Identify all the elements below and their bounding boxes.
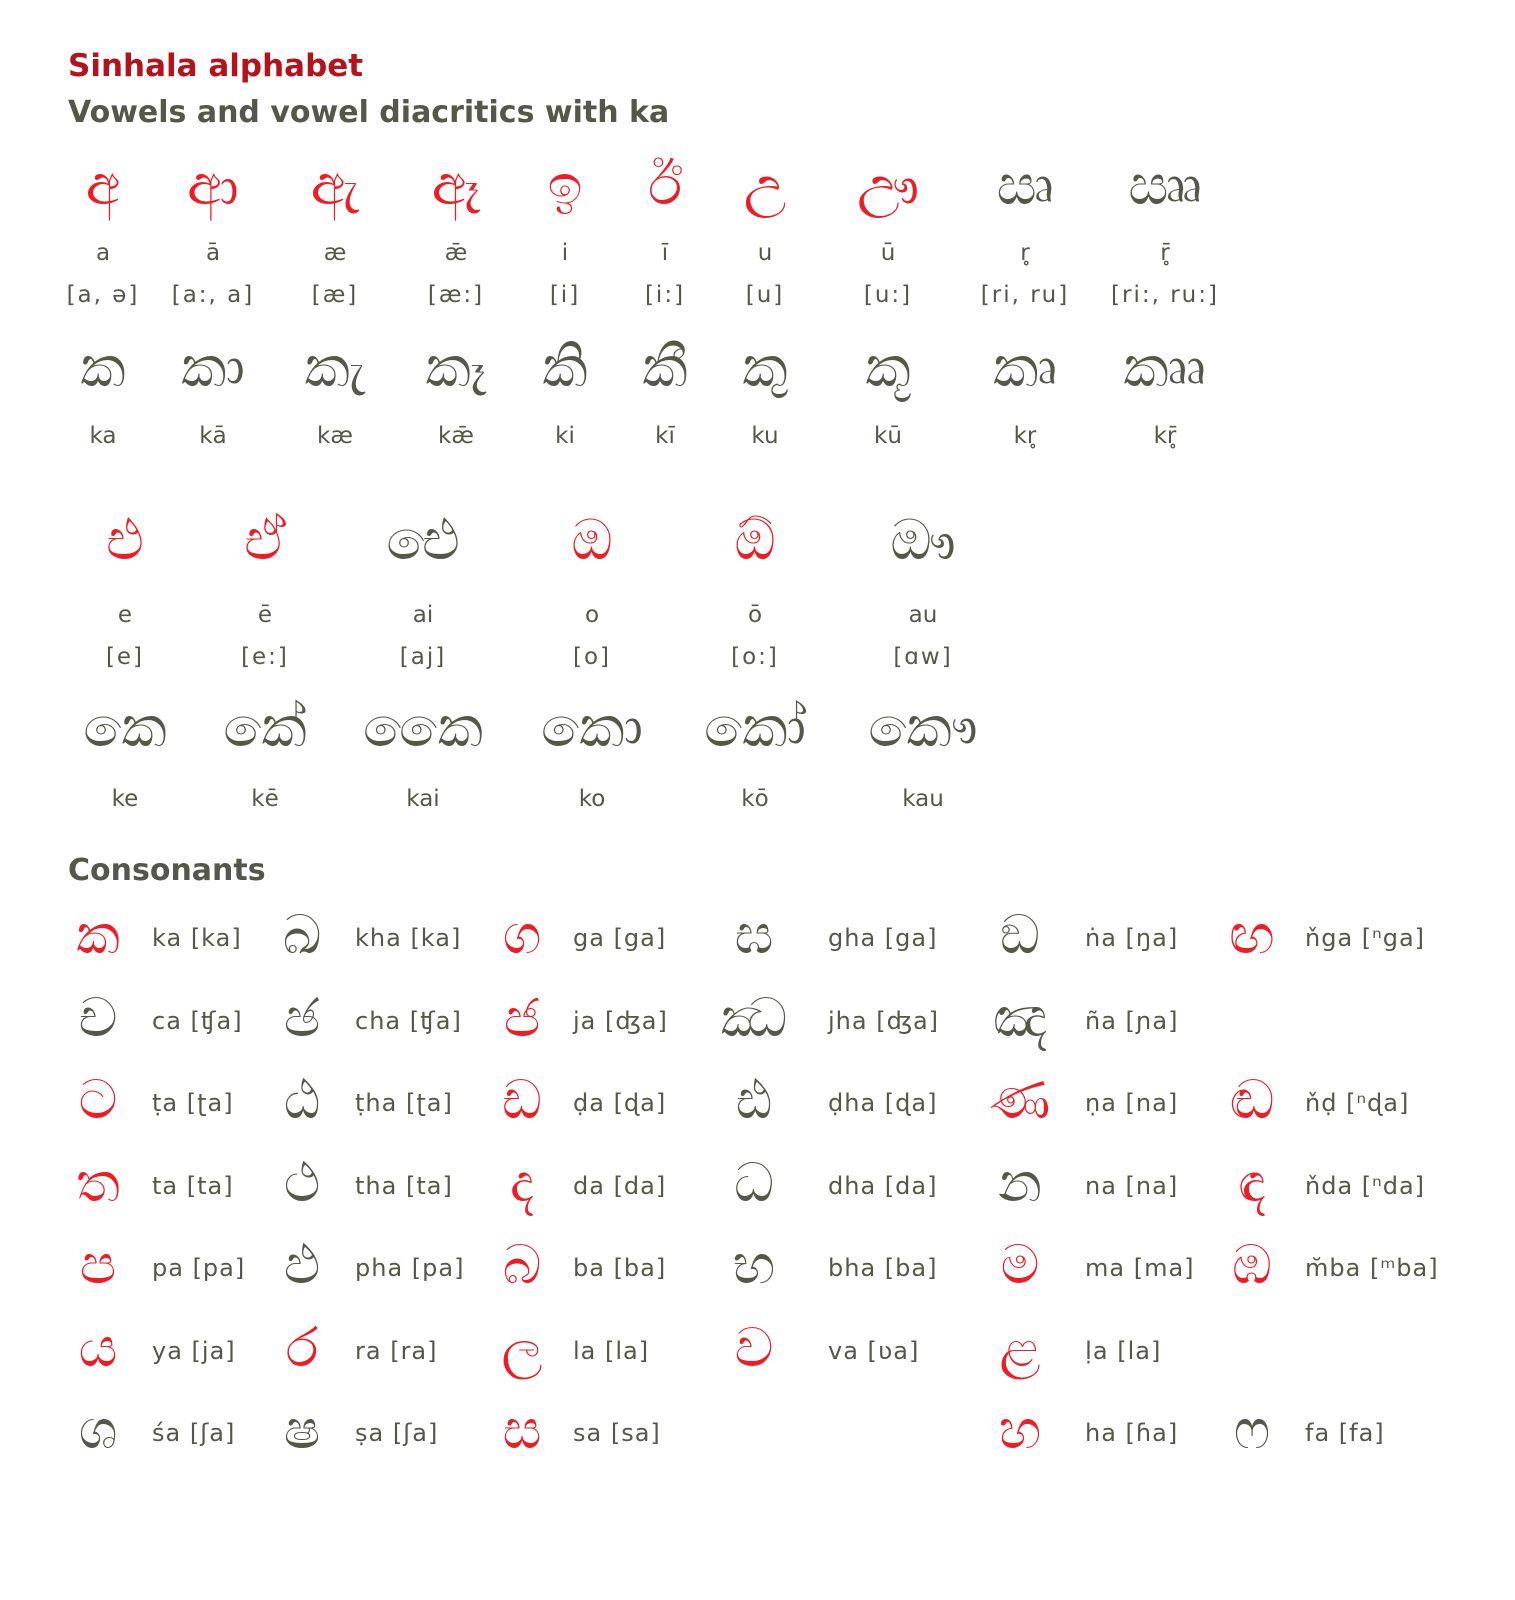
vowel-ipa: [o:] [731,644,779,670]
ka-syllable-glyph: කෘ [993,335,1057,400]
consonant-glyph: ව [734,1316,774,1379]
vowel-cell [695,153,835,308]
vowel-romanization: ī [661,240,669,266]
ka-syllable-glyph: කු [742,335,788,400]
consonant-label: ňda [ⁿda] [1305,1172,1426,1200]
ka-syllable-glyph: කි [542,335,588,400]
ka-cell [950,335,1100,449]
consonant-glyph: ධ [733,1151,774,1214]
consonant-label: sa [sa] [573,1419,661,1447]
ka-syllable-romanization: kē [251,786,279,812]
vowel-cell [853,508,993,670]
consonant-glyph: ඹ [1231,1233,1272,1296]
vowel-glyph: ඎ [1128,153,1202,218]
consonant-glyph: ඡ [283,986,321,1049]
vowel-glyph: උ [743,153,787,218]
ka-syllable-romanization: kā [199,423,227,449]
consonant-label: ha [ɦa] [1085,1419,1179,1447]
consonant-glyph: ඟ [1229,903,1275,966]
vowel-romanization: au [908,602,938,628]
vowel-romanization: o [584,602,600,628]
vowel-ipa: [e] [105,644,145,670]
consonant-glyph: ඬ [1229,1068,1275,1131]
consonant-label: ḷa [la] [1085,1337,1162,1365]
ka-cell [517,695,667,812]
vowel-ipa: [i:] [644,282,686,308]
consonant-label: ya [ja] [152,1337,236,1365]
consonant-label: tha [ta] [355,1172,453,1200]
consonant-label: ra [ra] [355,1337,438,1365]
ka-syllable-romanization: kr̥̄ [1153,423,1177,449]
vowel-ipa: [ri, ru] [980,282,1070,308]
vowel-romanization: a [95,240,111,266]
consonant-label: ba [ba] [573,1254,667,1282]
consonant-glyph: ල [501,1316,543,1379]
ka-cell [680,695,830,812]
ka-syllable-romanization: ku [751,423,779,449]
consonant-glyph: ය [78,1316,118,1379]
vowel-cell [353,508,493,670]
consonant-glyph: ළ [999,1316,1041,1379]
ka-cell [190,695,340,812]
consonant-label: ňḍ [ⁿɖa] [1305,1089,1410,1117]
consonant-glyph: හ [998,1398,1042,1461]
vowel-glyph: ඒ [244,508,286,573]
consonant-glyph: භ [732,1233,776,1296]
consonant-label: ma [ma] [1085,1254,1195,1282]
consonant-glyph: ෂ [283,1398,321,1461]
consonant-glyph: ට [78,1068,118,1131]
vowel-cell [955,153,1095,308]
vowel-glyph: ඍ [996,153,1054,218]
vowel-ipa: [æ] [311,282,359,308]
consonant-label: ṇa [na] [1085,1089,1179,1117]
vowel-romanization: r̥ [1020,240,1030,266]
ka-syllable-romanization: kǣ [438,423,474,449]
consonant-glyph: ජ [503,986,541,1049]
ka-syllable-glyph: කා [181,335,245,400]
ka-cell [50,695,200,812]
vowel-glyph: ඖ [890,508,956,573]
consonant-label: fa [fa] [1305,1419,1385,1447]
consonant-glyph: ත [76,1151,120,1214]
consonant-label: cha [ʧa] [355,1007,462,1035]
vowel-cell [143,153,283,308]
consonant-label: pa [pa] [152,1254,246,1282]
vowel-romanization: æ [323,240,347,266]
vowel-ipa: [ɑw] [893,644,953,670]
consonant-glyph: ඵ [283,1233,321,1296]
consonants-heading: Consonants [68,853,266,888]
ka-syllable-glyph: කූ [865,335,911,400]
vowel-cell [195,508,335,670]
vowel-romanization: ē [257,602,273,628]
ka-syllable-glyph: කෞ [868,695,978,760]
vowel-glyph: ඕ [734,508,776,573]
vowel-glyph: එ [106,508,144,573]
consonant-label: ṭha [ʈa] [355,1089,453,1117]
vowel-romanization: ǣ [444,240,468,266]
consonant-glyph: ද [510,1151,534,1214]
vowel-romanization: u [757,240,773,266]
vowel-cell [1095,153,1235,308]
consonant-glyph: ථ [283,1151,321,1214]
vowel-glyph: ඊ [647,153,683,218]
vowel-romanization: e [117,602,133,628]
consonant-label: dha [da] [828,1172,938,1200]
consonant-label: m̆ba [ᵐba] [1305,1254,1439,1282]
consonant-label: ḍha [ɖa] [828,1089,938,1117]
consonant-label: ṣa [ʃa] [355,1419,439,1447]
vowel-cell [55,508,195,670]
vowel-ipa: [i] [549,282,581,308]
consonant-glyph: ඪ [735,1068,773,1131]
page-title: Sinhala alphabet [68,48,364,84]
consonant-label: la [la] [573,1337,650,1365]
vowel-romanization: r̥̄ [1160,240,1170,266]
consonant-label: na [na] [1085,1172,1179,1200]
consonant-label: bha [ba] [828,1254,938,1282]
consonant-glyph: බ [502,1233,542,1296]
consonant-glyph: ඨ [283,1068,321,1131]
consonant-glyph: ච [78,986,118,1049]
vowel-cell [522,508,662,670]
consonant-glyph: ඣ [720,986,788,1049]
vowel-glyph: ඈ [431,153,481,218]
ka-syllable-romanization: kī [655,423,675,449]
ka-syllable-romanization: kū [874,423,902,449]
vowel-ipa: [e:] [241,644,289,670]
consonant-label: ňga [ⁿga] [1305,924,1426,952]
consonant-glyph: ක [76,903,120,966]
ka-syllable-romanization: ke [111,786,139,812]
vowel-romanization: ai [412,602,434,628]
vowel-glyph: ඔ [571,508,613,573]
consonant-glyph: ඝ [734,903,774,966]
consonant-glyph: ග [502,903,542,966]
vowel-ipa: [æ:] [427,282,485,308]
ka-cell [848,695,998,812]
consonant-label: ca [ʧa] [152,1007,243,1035]
consonant-label: śa [ʃa] [152,1419,236,1447]
ka-syllable-romanization: kō [741,786,769,812]
vowel-romanization: ō [747,602,763,628]
ka-syllable-glyph: කෛ [362,695,484,760]
consonant-glyph: ශ [78,1398,118,1461]
vowel-ipa: [u] [745,282,785,308]
ka-syllable-romanization: ko [578,786,606,812]
consonant-glyph: ණ [989,1068,1051,1131]
vowel-ipa: [a, ə] [66,282,140,308]
vowel-romanization: ū [880,240,896,266]
consonant-glyph: න [998,1151,1042,1214]
consonant-label: pha [pa] [355,1254,465,1282]
ka-syllable-glyph: කී [642,335,688,400]
vowel-glyph: අ [85,153,121,218]
vowel-ipa: [ri:, ru:] [1111,282,1219,308]
vowel-glyph: ඌ [856,153,920,218]
ka-cell [1090,335,1240,449]
consonant-glyph: ඞ [999,903,1040,966]
ka-syllable-romanization: ki [555,423,575,449]
ka-syllable-romanization: ka [89,423,117,449]
vowel-ipa: [o] [572,644,612,670]
consonant-label: gha [ga] [828,924,938,952]
ka-syllable-glyph: ක [80,335,126,400]
consonant-label: ḍa [ɖa] [573,1089,667,1117]
consonant-label: va [ʋa] [828,1337,920,1365]
consonant-label: kha [ka] [355,924,462,952]
consonant-glyph: ර [285,1316,319,1379]
ka-syllable-glyph: කෑ [425,335,487,400]
vowels-heading: Vowels and vowel diacritics with ka [68,95,670,130]
consonant-glyph: ඤ [992,986,1048,1049]
consonant-label: ta [ta] [152,1172,234,1200]
vowel-ipa: [u:] [863,282,913,308]
ka-cell [348,695,498,812]
consonant-label: ña [ɲa] [1085,1007,1179,1035]
consonant-label: jha [ʤa] [828,1007,940,1035]
ka-syllable-glyph: කේ [223,695,307,760]
ka-cell [813,335,963,449]
consonant-label: ṭa [ʈa] [152,1089,234,1117]
ka-syllable-romanization: kr̥ [1013,423,1037,449]
consonant-label: ka [ka] [152,924,242,952]
vowel-glyph: ඓ [386,508,460,573]
ka-syllable-romanization: kæ [317,423,353,449]
vowel-glyph: ඇ [310,153,360,218]
vowel-ipa: [aj] [399,644,447,670]
vowel-romanization: i [561,240,569,266]
consonant-label: ja [ʤa] [573,1007,668,1035]
vowel-glyph: ආ [187,153,239,218]
consonant-glyph: ඛ [282,903,322,966]
ka-syllable-glyph: කෝ [703,695,807,760]
consonant-glyph: ඳ [1238,1151,1266,1214]
ka-syllable-glyph: කෲ [1123,335,1207,400]
vowel-ipa: [a:, a] [171,282,255,308]
consonant-glyph: ඩ [501,1068,542,1131]
vowel-cell [818,153,958,308]
ka-syllable-glyph: කෙ [83,695,167,760]
vowel-cell [685,508,825,670]
consonant-label: ga [ga] [573,924,667,952]
vowel-romanization: ā [205,240,221,266]
vowel-glyph: ඉ [547,153,583,218]
ka-syllable-romanization: kai [406,786,440,812]
consonant-label: ṅa [ŋa] [1085,924,1179,952]
consonant-glyph: ෆ [1233,1398,1271,1461]
consonant-glyph: ම [1000,1233,1040,1296]
consonant-glyph: ප [79,1233,117,1296]
ka-syllable-romanization: kau [902,786,944,812]
ka-syllable-glyph: කො [540,695,644,760]
consonant-label: da [da] [573,1172,667,1200]
consonant-glyph: ස [502,1398,542,1461]
ka-syllable-glyph: කැ [304,335,366,400]
vowel-cell [265,153,405,308]
